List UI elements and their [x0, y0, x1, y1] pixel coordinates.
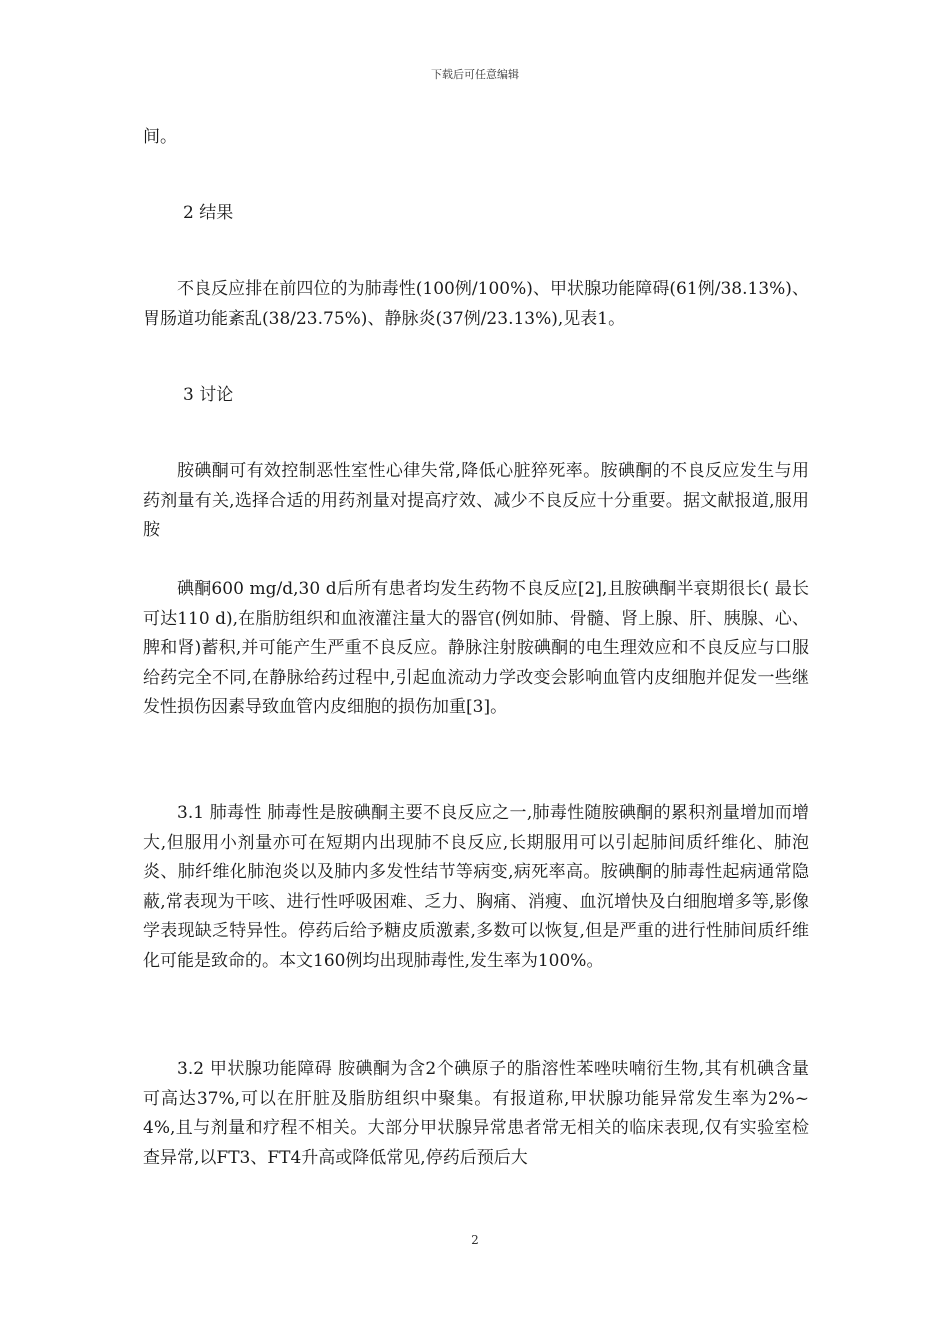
section-2-title: 2 结果: [183, 203, 234, 223]
section-3-paragraph-1: 胺碘酮可有效控制恶性室性心律失常,降低心脏猝死率。胺碘酮的不良反应发生与用药剂量有关,选择合适的用药剂量对提高疗效、减少不良反应十分重要。据文献报道,服用胺: [143, 461, 809, 540]
page-number: 2: [471, 1233, 479, 1247]
page-header: 下载后可任意编辑: [431, 68, 519, 81]
section-3-2-paragraph: 3.2 甲状腺功能障碍 胺碘酮为含2个碘原子的脂溶性苯唑呋喃衍生物,其有机碘含量可高达37%,可以在肝脏及脂肪组织中聚集。有报道称,甲状腺功能异常发生率为2%~4%,且与剂量和疗程不相关。大部分甲状腺异常患者常无相关的临床表现,仅有实验室检查异常,以FT3、FT4升高或降低常见,停药后预后大: [143, 1059, 809, 1168]
continuation-text: 间。: [143, 127, 177, 147]
section-2-paragraph: 不良反应排在前四位的为肺毒性(100例/100%)、甲状腺功能障碍(61例/38.13%)、胃肠道功能紊乱(38/23.75%)、静脉炎(37例/23.13%),见表1。: [143, 279, 809, 329]
section-3-paragraph-2: 碘酮600 mg/d,30 d后所有患者均发生药物不良反应[2],且胺碘酮半衰期很长( 最长可达110 d),在脂肪组织和血液灌注量大的器官(例如肺、骨髓、肾上腺、肝、胰腺、心、脾和肾)蓄积,并可能产生严重不良反应。静脉注射胺碘酮的电生理效应和不良反应与口服给药完全不同,在静脉给药过程中,引起血流动力学改变会影响血管内皮细胞并促发一些继发性损伤因素导致血管内皮细胞的损伤加重[3]。: [143, 579, 809, 717]
section-3-title: 3 讨论: [183, 385, 234, 405]
section-3-1-paragraph: 3.1 肺毒性 肺毒性是胺碘酮主要不良反应之一,肺毒性随胺碘酮的累积剂量增加而增大,但服用小剂量亦可在短期内出现肺不良反应,长期服用可以引起肺间质纤维化、肺泡炎、肺纤维化肺泡炎以及肺内多发性结节等病变,病死率高。胺碘酮的肺毒性起病通常隐蔽,常表现为干咳、进行性呼吸困难、乏力、胸痛、消瘦、血沉增快及白细胞增多等,影像学表现缺乏特异性。停药后给予糖皮质激素,多数可以恢复,但是严重的进行性肺间质纤维化可能是致命的。本文160例均出现肺毒性,发生率为100%。: [143, 803, 809, 971]
